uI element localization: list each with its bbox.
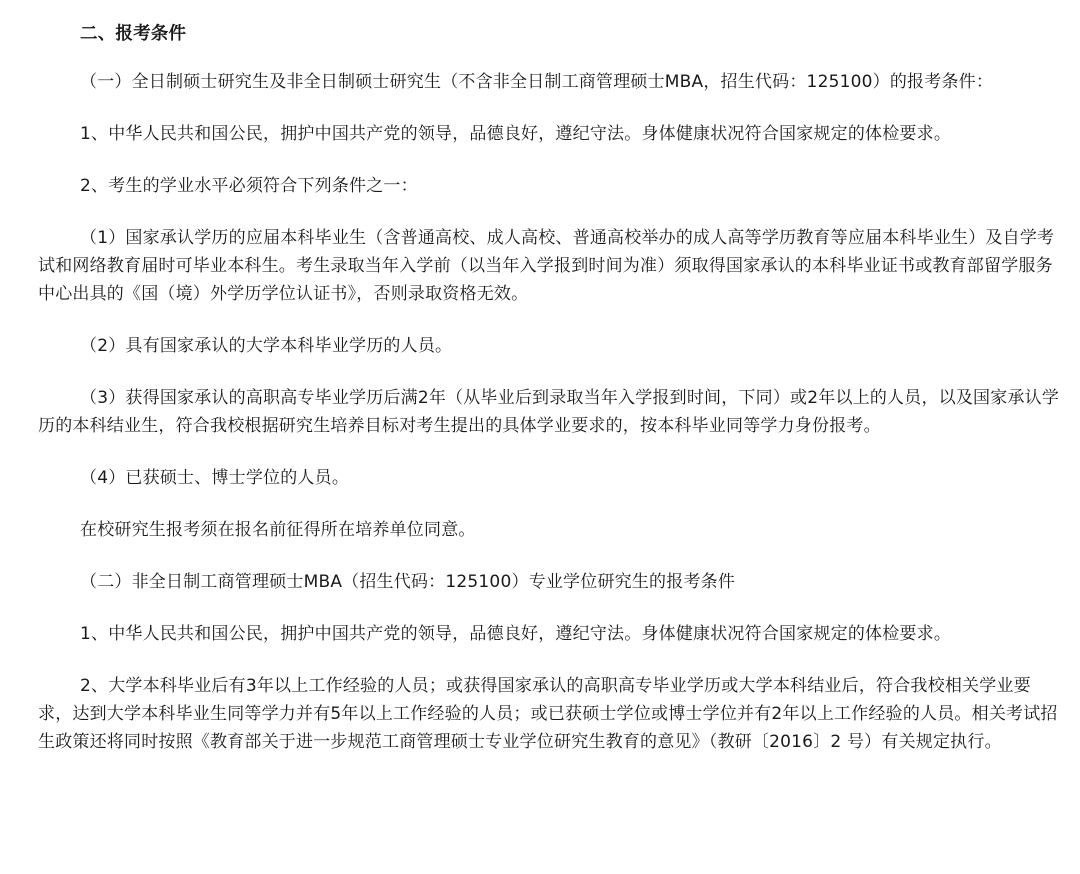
spacer — [38, 200, 1060, 224]
spacer — [38, 360, 1060, 384]
spacer — [38, 648, 1060, 672]
spacer — [38, 596, 1060, 620]
section-heading: 二、报考条件 — [80, 24, 187, 44]
paragraph-current-student-note: 在校研究生报考须在报名前征得所在培养单位同意。 — [80, 520, 476, 540]
paragraph-category-2: （二）非全日制工商管理硕士MBA（招生代码：125100）专业学位研究生的报考条件 — [80, 572, 736, 592]
spacer — [38, 492, 1060, 516]
spacer — [38, 48, 1060, 68]
spacer — [38, 440, 1060, 464]
paragraph-condition-1: （1）国家承认学历的应届本科毕业生（含普通高校、成人高校、普通高校举办的成人高等学历教育等应届本科毕业生）及自学考试和网络教育届时可毕业本科生。考生录取当年入学前（以当年入学报到时间为准）须取得国家承认的本科毕业证书或教育部留学服务中心出具的《国（境）外学历学位认证书》，否则录取资格无效。 — [38, 228, 1055, 304]
paragraph-condition-3: （3）获得国家承认的高职高专毕业学历后满2年（从毕业后到录取当年入学报到时间，下同）或2年以上的人员，以及国家承认学历的本科结业生，符合我校根据研究生培养目标对考生提出的具体学业要求的，按本科毕业同等学力身份报考。 — [38, 388, 1060, 436]
spacer — [38, 544, 1060, 568]
paragraph-requirement-2: 2、考生的学业水平必须符合下列条件之一： — [80, 176, 418, 196]
paragraph-condition-4: （4）已获硕士、博士学位的人员。 — [80, 468, 350, 488]
paragraph-mba-requirement-1: 1、中华人民共和国公民，拥护中国共产党的领导，品德良好，遵纪守法。身体健康状况符合国家规定的体检要求。 — [80, 624, 952, 644]
spacer — [38, 308, 1060, 332]
paragraph-mba-requirement-2: 2、大学本科毕业后有3年以上工作经验的人员；或获得国家承认的高职高专毕业学历或大学本科结业后，符合我校相关学业要求，达到大学本科毕业生同等学力并有5年以上工作经验的人员；或已获硕士学位或博士学位并有2年以上工作经验的人员。相关考试招生政策还将同时按照《教育部关于进一步规范工商管理硕士专业学位研究生教育的意见》（教研〔2016〕2 号）有关规定执行。 — [38, 676, 1058, 752]
paragraph-requirement-1: 1、中华人民共和国公民，拥护中国共产党的领导，品德良好，遵纪守法。身体健康状况符合国家规定的体检要求。 — [80, 124, 952, 144]
paragraph-category-1: （一）全日制硕士研究生及非全日制硕士研究生（不含非全日制工商管理硕士MBA，招生代码：125100）的报考条件： — [80, 72, 994, 92]
spacer — [38, 148, 1060, 172]
spacer — [38, 96, 1060, 120]
paragraph-condition-2: （2）具有国家承认的大学本科毕业学历的人员。 — [80, 336, 453, 356]
